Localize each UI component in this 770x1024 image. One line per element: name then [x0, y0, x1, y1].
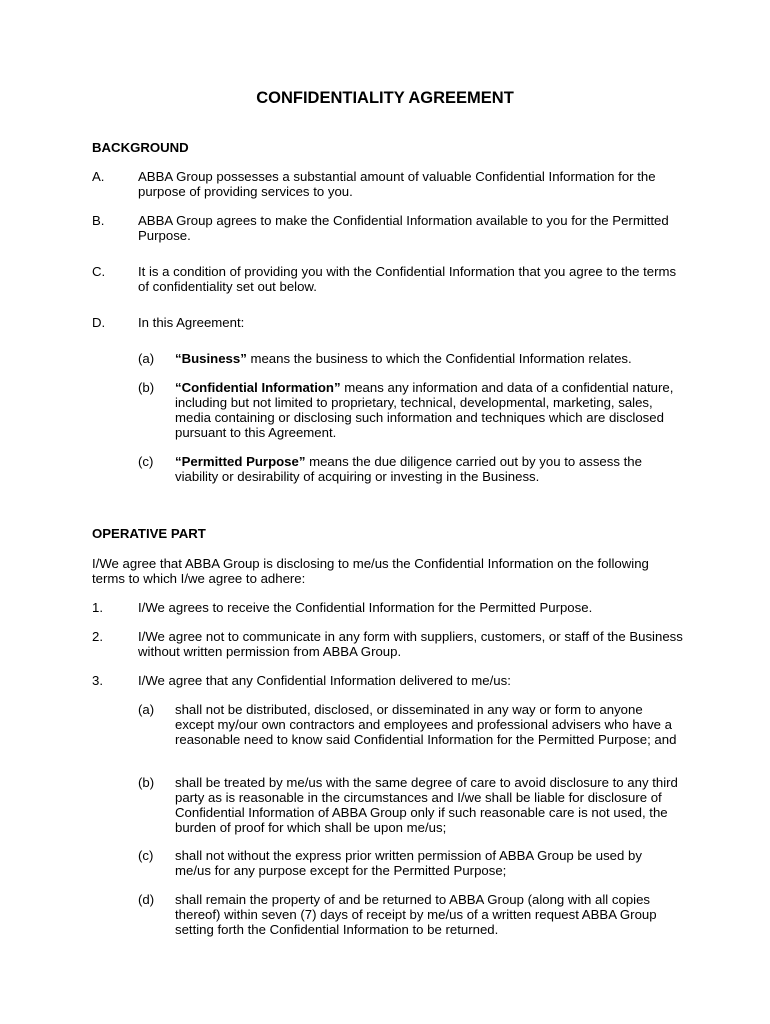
operative-heading: OPERATIVE PART — [92, 526, 206, 541]
item-marker: 1. — [92, 600, 103, 615]
item-text: It is a condition of providing you with the Confidential Information that you agree to the terms of confidentiality set out below. — [138, 264, 677, 294]
definition-text — [175, 380, 680, 440]
item-marker: (b) — [138, 380, 155, 395]
item-text: In this Agreement: — [138, 315, 245, 330]
item-text: ABBA Group possesses a substantial amount of valuable Confidential Information for the purpose of providing services to you. — [138, 169, 656, 199]
item-text: shall remain the property of and be returned to ABBA Group (along with all copies thereof) within seven (7) days of receipt by me/us of a written request ABBA Group setting forth the Confidential Information to be returned. — [175, 892, 657, 937]
operative-intro: I/We agree that ABBA Group is disclosing to me/us the Confidential Information on the following terms to which I/we agree to adhere: — [92, 556, 649, 586]
item-marker: C. — [92, 264, 106, 279]
definition-text — [175, 454, 680, 484]
item-marker: (c) — [138, 848, 154, 863]
item-marker: 2. — [92, 629, 103, 644]
defined-term: “Confidential Information” — [175, 380, 341, 395]
item-text: shall not be distributed, disclosed, or disseminated in any way or form to anyone except my/our own contractors and employees and professional advisers who have a reasonable need to know said Confidential Information for the Permitted Purpose; and — [175, 702, 677, 747]
item-marker: (a) — [138, 351, 155, 366]
defined-term: “Permitted Purpose” — [175, 454, 306, 469]
definition-text — [175, 351, 680, 366]
item-marker: D. — [92, 315, 106, 330]
item-marker: 3. — [92, 673, 103, 688]
defined-term: “Business” — [175, 351, 247, 366]
item-marker: (b) — [138, 775, 155, 790]
item-marker: B. — [92, 213, 105, 228]
item-marker: (a) — [138, 702, 155, 717]
item-text: I/We agree not to communicate in any form with suppliers, customers, or staff of the Business without written permission from ABBA Group. — [138, 629, 683, 659]
definition-body: means any information and data of a confidential nature, including but not limited to proprietary, technical, developmental, marketing, sales, media containing or disclosing such information and techniques which are disclosed pursuant to this Agreement. — [175, 380, 674, 440]
item-text: I/We agree that any Confidential Information delivered to me/us: — [138, 673, 511, 688]
definition-body: means the business to which the Confidential Information relates. — [246, 351, 632, 366]
item-text: shall be treated by me/us with the same degree of care to avoid disclosure to any third party as is reasonable in the circumstances and I/we shall be liable for disclosure of Confidential Information of ABBA Group only if such reasonable care is not used, the burden of proof for which shall be upon me/us; — [175, 775, 678, 835]
item-marker: (d) — [138, 892, 155, 907]
item-text: I/We agrees to receive the Confidential Information for the Permitted Purpose. — [138, 600, 593, 615]
item-text: ABBA Group agrees to make the Confidential Information available to you for the Permitted Purpose. — [138, 213, 669, 243]
item-marker: (c) — [138, 454, 154, 469]
definition-body: means the due diligence carried out by you to assess the viability or desirability of acquiring or investing in the Business. — [175, 454, 642, 484]
item-marker: A. — [92, 169, 105, 184]
background-heading: BACKGROUND — [92, 140, 189, 155]
document-title: CONFIDENTIALITY AGREEMENT — [256, 89, 514, 107]
item-text: shall not without the express prior written permission of ABBA Group be used by me/us for any purpose except for the Permitted Purpose; — [175, 848, 642, 878]
